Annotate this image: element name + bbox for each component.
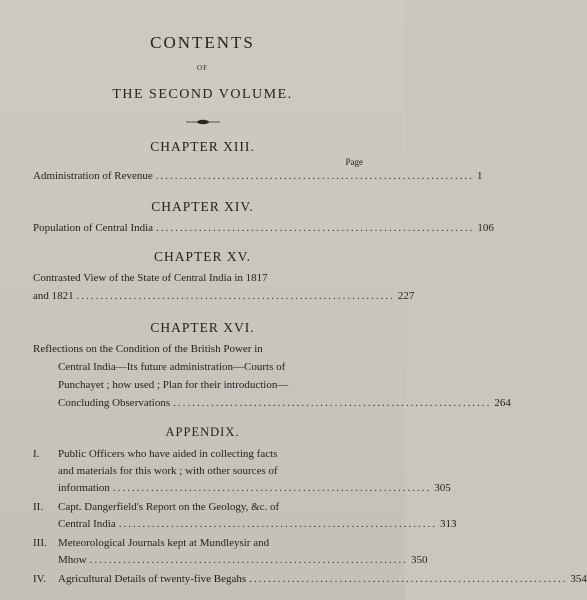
chapter-heading: CHAPTER XV. — [153, 249, 252, 264]
entry-text: Contrasted View of the State of Central India in 1817 — [33, 272, 268, 284]
entry-text: Mhow — [58, 554, 87, 566]
appendix-numeral: II. — [33, 501, 44, 513]
entry-text: Concluding Observations — [58, 397, 171, 409]
entry-text: Administration of Revenue — [33, 170, 153, 182]
contents-title: CONTENTS — [150, 33, 255, 52]
appendix-heading: APPENDIX. — [165, 425, 240, 439]
toc-entry-line — [58, 361, 365, 373]
page-number: 350 — [410, 554, 428, 566]
volume-title: THE SECOND VOLUME. — [112, 87, 293, 102]
entry-text: and materials for this work ; with other sources of — [58, 465, 278, 477]
chapter-heading: CHAPTER XIII. — [150, 139, 255, 154]
page-number: 313 — [439, 518, 457, 530]
toc-entry-line — [58, 379, 365, 391]
leader-dots: ................................................................... — [156, 222, 475, 234]
toc-entry — [58, 554, 428, 566]
entry-text: Reflections on the Condition of the British Power in — [33, 343, 263, 355]
toc-entry-line — [58, 465, 365, 477]
entry-text: Central India—Its future administration—Courts of — [58, 361, 286, 373]
toc-entry-line — [33, 272, 365, 284]
entry-text: Agricultural Details of twenty-five Begahs — [58, 573, 247, 585]
chapter-heading: CHAPTER XIV. — [151, 199, 254, 214]
page-number: 264 — [494, 397, 511, 409]
page-number: 354 — [570, 573, 587, 585]
toc-entry-line — [58, 537, 365, 549]
entry-text: and 1821 — [33, 290, 74, 302]
chapter-heading: CHAPTER XVI. — [150, 320, 255, 335]
entry-text: Public Officers who have aided in collecting facts — [58, 448, 278, 460]
appendix-numeral: I. — [33, 448, 40, 460]
contents-of: OF — [197, 64, 208, 72]
toc-entry — [58, 573, 587, 585]
page-number: 305 — [434, 482, 451, 494]
leader-dots: ................................................................... — [173, 397, 492, 409]
entry-text: information — [58, 482, 110, 494]
leader-dots: ................................................................... — [112, 482, 432, 494]
leader-dots: ................................................................... — [118, 518, 437, 530]
toc-entry — [58, 482, 451, 494]
leader-dots: ................................................................... — [89, 554, 408, 566]
entry-text: Capt. Dangerfield's Report on the Geology, &c. of — [58, 501, 280, 513]
ornament-divider-icon — [186, 118, 220, 126]
entry-text: Population of Central India — [33, 222, 154, 234]
page-number: 227 — [397, 290, 415, 302]
entry-text: Meteorological Journals kept at Mundleysir and — [58, 537, 270, 549]
toc-entry — [58, 518, 457, 530]
toc-entry — [33, 290, 415, 302]
leader-dots: ................................................................... — [155, 170, 475, 182]
page-number: 1 — [477, 170, 483, 182]
toc-entry — [33, 170, 483, 182]
leader-dots: ................................................................... — [76, 290, 395, 302]
toc-entry — [58, 397, 511, 409]
toc-entry-line — [58, 448, 365, 460]
leader-dots: ................................................................... — [249, 573, 568, 585]
toc-entry-line — [33, 343, 365, 355]
entry-text: Punchayet ; how used ; Plan for their introduction— — [58, 379, 289, 391]
toc-entry — [33, 222, 494, 234]
appendix-numeral: IV. — [33, 573, 46, 585]
toc-entry-line — [58, 501, 365, 513]
page-number: 106 — [477, 222, 494, 234]
page-column-label: Page — [345, 157, 363, 167]
entry-text: Central India — [58, 518, 116, 530]
appendix-numeral: III. — [33, 537, 47, 549]
